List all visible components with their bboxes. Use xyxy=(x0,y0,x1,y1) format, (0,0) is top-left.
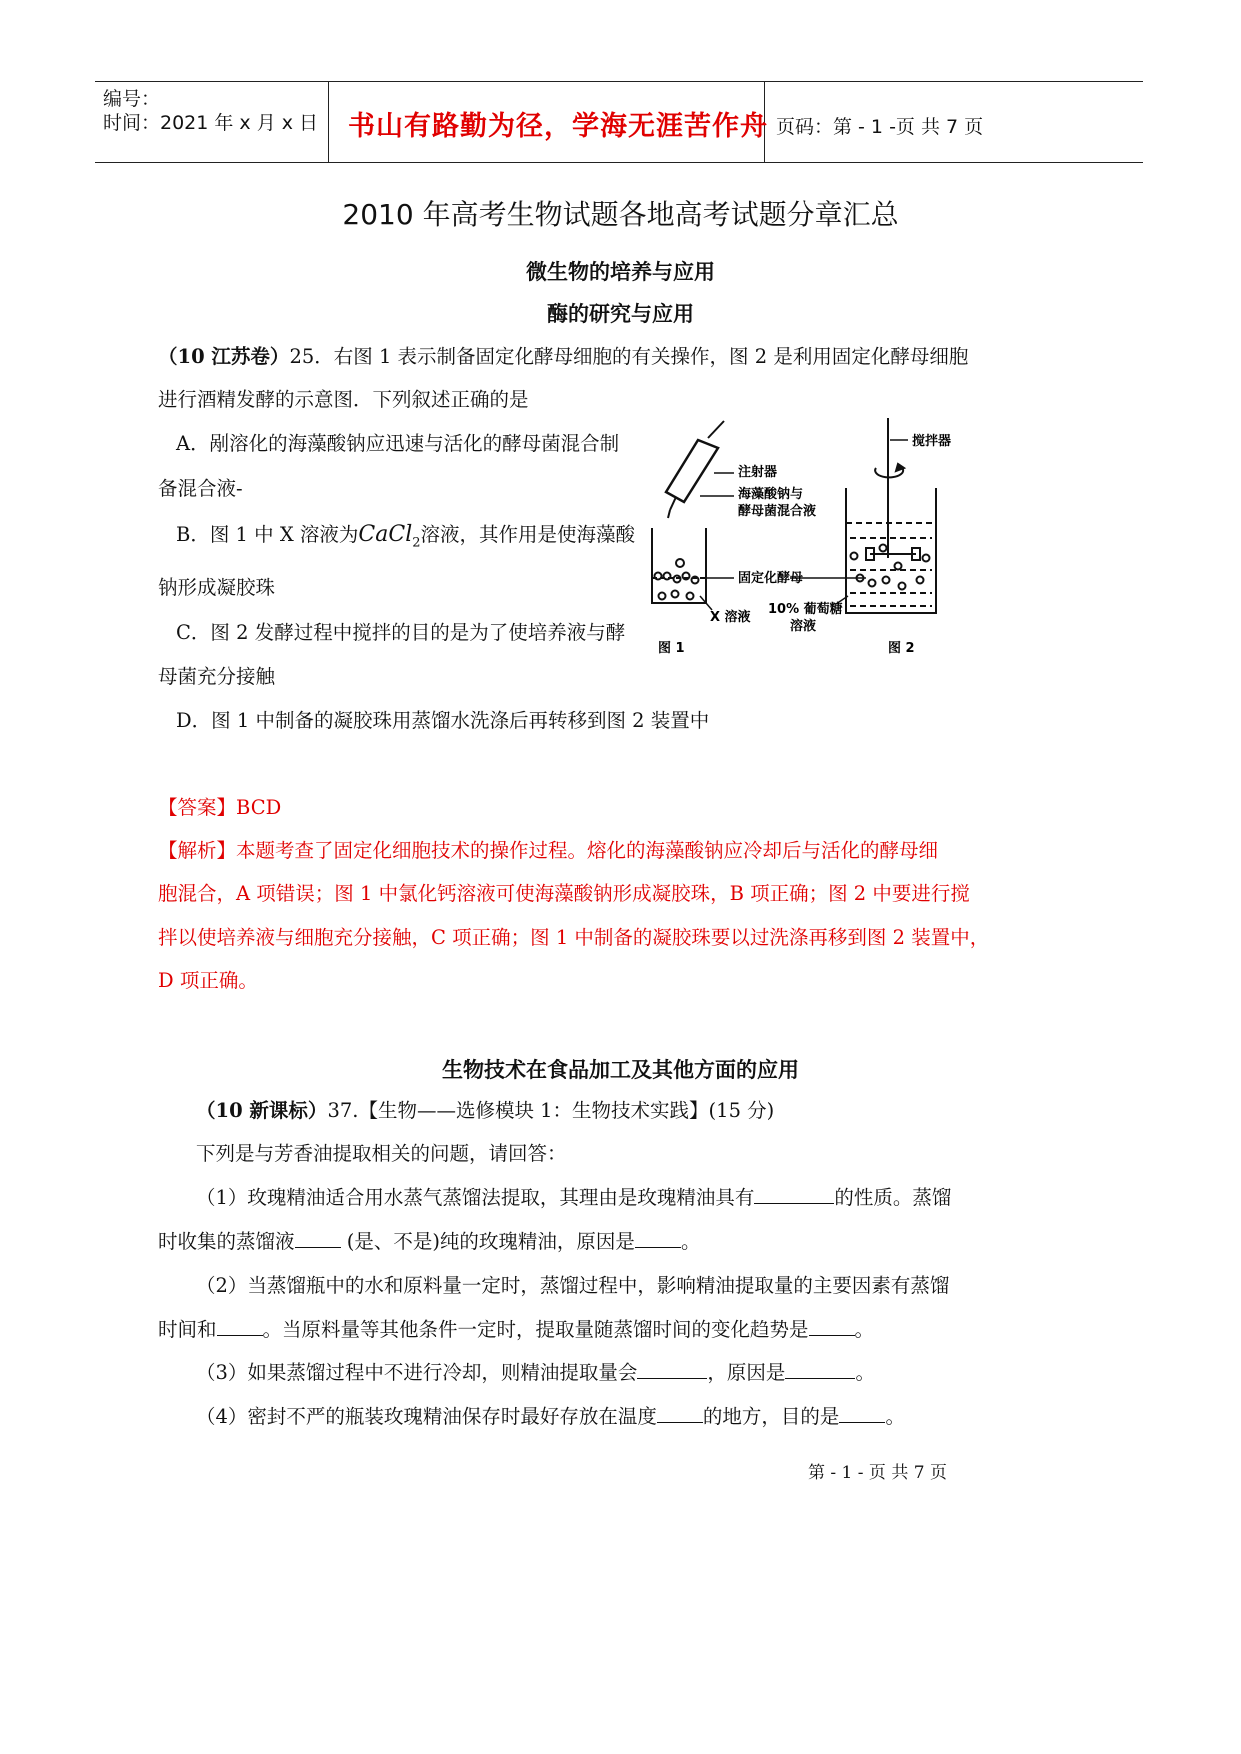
q25-option-c-line1: C．图 2 发酵过程中搅拌的目的是为了使培养液与酵 xyxy=(176,621,626,644)
label-glucose-line1: 10% 葡萄糖 xyxy=(768,602,843,617)
answer-blank[interactable] xyxy=(637,1360,707,1379)
section-title-enzymes: 酶的研究与应用 xyxy=(547,302,694,326)
header-top-rule xyxy=(95,81,1143,82)
beaker-1 xyxy=(652,528,706,603)
q25-answer: 【答案】BCD xyxy=(158,796,282,819)
header-motto: 书山有路勤为径，学海无涯苦作舟 xyxy=(348,111,768,142)
q37-part4: （4）密封不严的瓶装玫瑰精油保存时最好存放在温度 的地方，目的是 。 xyxy=(196,1405,905,1428)
label-glucose-line2: 溶液 xyxy=(790,619,817,634)
answer-blank[interactable] xyxy=(657,1404,703,1423)
header-number-label: 编号： xyxy=(103,88,161,110)
q25-option-a-line1: A．剐溶化的海藻酸钠应迅速与活化的酵母菌混合制 xyxy=(176,432,620,455)
q25-option-b-line2: 钠形成凝胶珠 xyxy=(158,576,276,599)
q25-analysis-line3: 拌以使培养液与细胞充分接触，C 项正确；图 1 中制备的凝胶珠要以过洗涤再移到图 2 装置中， xyxy=(158,926,990,949)
q25-stem-line1: （10 江苏卷）25．右图 1 表示制备固定化酵母细胞的有关操作，图 2 是利用固定化酵母细胞 xyxy=(158,345,969,368)
header-divider-left xyxy=(328,81,329,162)
answer-blank[interactable] xyxy=(839,1404,885,1423)
q25-analysis-line2: 胞混合，A 项错误；图 1 中氯化钙溶液可使海藻酸钠形成凝胶珠，B 项正确；图 2 中要进行搅 xyxy=(158,882,970,905)
q25-analysis-line4: D 项正确。 xyxy=(158,969,258,992)
label-mix-line1: 海藻酸钠与 xyxy=(738,487,804,502)
section-title-microbes: 微生物的培养与应用 xyxy=(526,260,715,284)
section-title-food-biotech: 生物技术在食品加工及其他方面的应用 xyxy=(442,1058,799,1082)
label-mix-line2: 酵母菌混合液 xyxy=(738,504,817,519)
q25-option-b-line1: B．图 1 中 X 溶液为CaCl$_2$溶液，其作用是使海藻酸 xyxy=(176,522,636,551)
q25-option-d: D．图 1 中制备的凝胶珠用蒸馏水洗涤后再转移到图 2 装置中 xyxy=(176,709,710,732)
q37-part2-line2: 时间和 。当原料量等其他条件一定时，提取量随蒸馏时间的变化趋势是 。 xyxy=(158,1318,875,1341)
q37-source: （10 新课标） xyxy=(196,1099,328,1122)
q37-part1-line2: 时收集的蒸馏液 (是、不是)纯的玫瑰精油，原因是 。 xyxy=(158,1230,701,1253)
answer-blank[interactable] xyxy=(217,1317,263,1336)
label-fixed-yeast: 固定化酵母 xyxy=(738,571,804,586)
fermentation-figure xyxy=(640,418,960,663)
q25-option-c-line2: 母菌充分接触 xyxy=(158,665,276,688)
q25-source: （10 江苏卷） xyxy=(158,345,290,368)
answer-blank[interactable] xyxy=(785,1360,855,1379)
q25-stem-line2: 进行酒精发酵的示意图．下列叙述正确的是 xyxy=(158,388,529,411)
answer-blank[interactable] xyxy=(809,1317,855,1336)
label-stirrer: 搅拌器 xyxy=(912,434,952,449)
page-footer: 第 - 1 - 页 共 7 页 xyxy=(808,1463,947,1483)
q37-part3: （3）如果蒸馏过程中不进行冷却，则精油提取量会 ，原因是 。 xyxy=(196,1361,875,1384)
header-bottom-rule xyxy=(95,162,1143,163)
q37-head: （10 新课标）37.【生物——选修模块 1：生物技术实践】(15 分) xyxy=(196,1099,775,1122)
q37-part1-line1: （1）玫瑰精油适合用水蒸气蒸馏法提取，其理由是玫瑰精油具有 的性质。蒸馏 xyxy=(196,1186,952,1209)
answer-blank[interactable] xyxy=(754,1185,834,1204)
cacl2-formula: CaCl$_2$ xyxy=(358,522,421,551)
document-title: 2010 年高考生物试题各地高考试题分章汇总 xyxy=(342,198,899,231)
syringe-icon xyxy=(666,421,724,518)
label-x-solution: X 溶液 xyxy=(710,610,751,625)
q37-part2-line1: （2）当蒸馏瓶中的水和原料量一定时，蒸馏过程中，影响精油提取量的主要因素有蒸馏 xyxy=(196,1274,950,1297)
label-fig2: 图 2 xyxy=(888,641,915,656)
q25-analysis-line1: 【解析】本题考查了固定化细胞技术的操作过程。熔化的海藻酸钠应冷却后与活化的酵母细 xyxy=(158,839,939,862)
header-time-label: 时间：2021 年 x 月 x 日 xyxy=(103,112,319,134)
answer-blank[interactable] xyxy=(635,1229,681,1248)
label-syringe: 注射器 xyxy=(738,465,778,480)
q37-intro: 下列是与芳香油提取相关的问题，请回答： xyxy=(196,1142,567,1165)
q25-option-a-line2: 备混合液- xyxy=(158,477,243,500)
label-fig1: 图 1 xyxy=(658,641,685,656)
header-page-label: 页码：第 - 1 -页 共 7 页 xyxy=(776,116,984,138)
answer-blank[interactable] xyxy=(295,1229,341,1248)
